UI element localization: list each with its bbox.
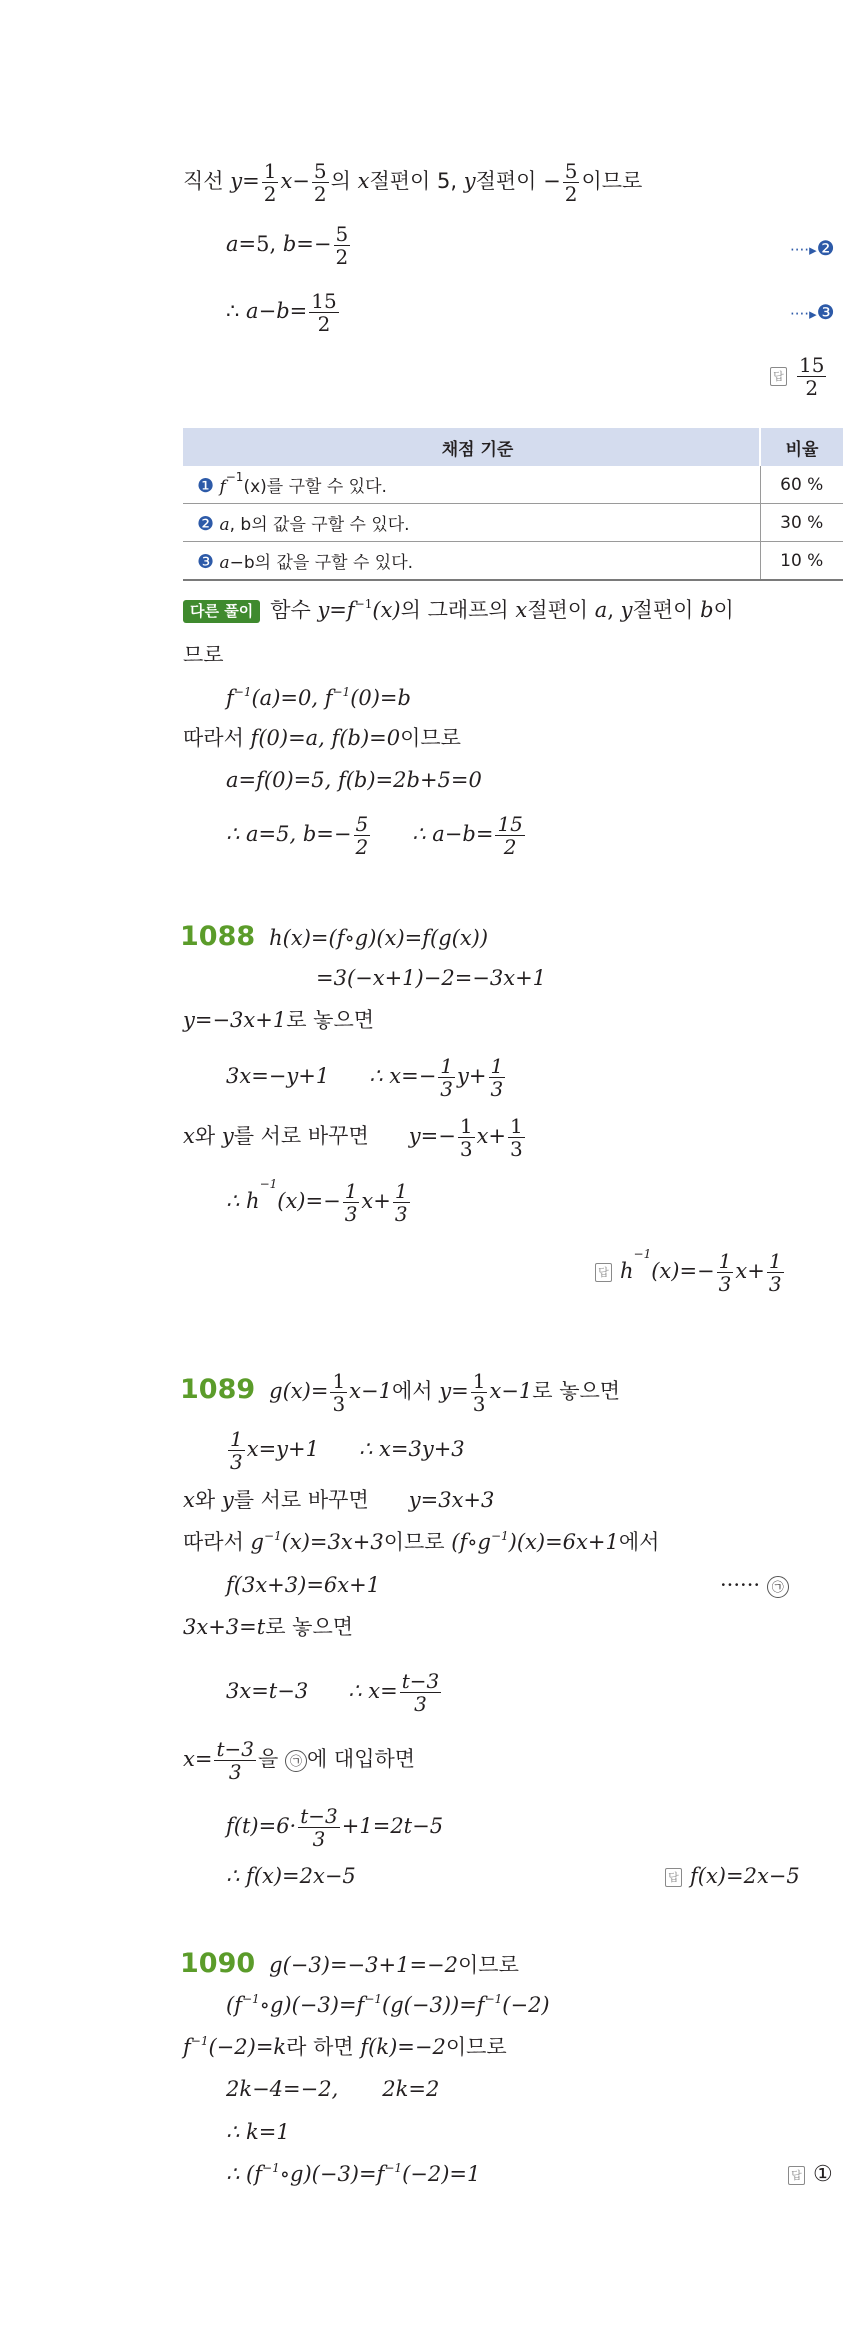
denominator: 3 <box>510 1137 523 1161</box>
text: g(x)= <box>269 1379 329 1403</box>
text: 2k−4=−2, <box>226 2077 339 2101</box>
superscript: −1 <box>490 1529 509 1543</box>
denominator: 3 <box>344 1202 358 1226</box>
numerator: 5 <box>335 222 349 246</box>
p1088-answer <box>595 1247 786 1296</box>
text: (x)=− <box>651 1259 715 1283</box>
text: x−1 <box>489 1379 533 1403</box>
superscript: −1 <box>241 1992 260 2006</box>
p1089-line-8 <box>183 1738 415 1783</box>
ratio-cell: 10 % <box>760 542 843 581</box>
numerator: 5 <box>355 812 369 836</box>
var-x: x <box>183 1488 195 1512</box>
text: ∴ x=− <box>369 1064 437 1088</box>
fraction <box>334 223 351 268</box>
var-y: y <box>620 598 633 622</box>
superscript: −1 <box>384 2161 403 2175</box>
denominator: 2 <box>317 312 331 336</box>
numerator: 15 <box>799 353 825 377</box>
text: 와 <box>194 1488 222 1512</box>
ratio-cell: 30 % <box>760 504 843 542</box>
text: (f <box>226 1993 242 2017</box>
text: f <box>219 477 226 497</box>
denominator: 2 <box>503 835 517 859</box>
p1090-answer <box>788 2164 833 2186</box>
numerator: t−3 <box>216 1737 254 1761</box>
text: ∴ a−b= <box>412 822 494 846</box>
p1089-line-6 <box>183 1617 353 1638</box>
step-number: ❸ <box>816 300 835 324</box>
numerator: 1 <box>394 1179 408 1203</box>
var-a: a <box>594 598 608 622</box>
grading-table <box>183 428 843 581</box>
var-b: b <box>282 232 297 256</box>
denominator: 3 <box>490 1077 504 1101</box>
text: g(−3)=−3+1=−2 <box>269 1953 459 1977</box>
text: 로 놓으면 <box>286 1008 375 1032</box>
p1088-line-5 <box>183 1115 527 1160</box>
denominator: 3 <box>440 1077 454 1101</box>
text: =5, <box>238 232 283 256</box>
text: x+ <box>476 1124 507 1148</box>
text: 을 <box>257 1747 285 1771</box>
text: (x)를 구할 수 있다. <box>243 477 387 497</box>
var-b: b <box>700 598 714 622</box>
problem-number: 1088 <box>180 921 256 952</box>
header-criteria: 채점 기준 <box>183 428 760 466</box>
var-a: a <box>226 232 239 256</box>
fraction <box>438 1055 455 1100</box>
p1089-line-1 <box>180 1370 620 1415</box>
step-number: ❷ <box>197 513 215 535</box>
text: 절편이 <box>527 598 595 622</box>
denominator: 2 <box>263 182 277 206</box>
text: f(k)=−2 <box>360 2035 446 2059</box>
header-ratio: 비율 <box>760 428 843 466</box>
text: ∘g)(−3)=f <box>259 1993 365 2017</box>
answer-icon: 답 <box>788 2166 805 2185</box>
text: 이므로 <box>458 1953 519 1977</box>
answer-icon: 답 <box>665 1868 682 1887</box>
superscript: −1 <box>190 2034 209 2048</box>
p1089-answer <box>665 1866 800 1887</box>
text: (g(−3))=f <box>382 1993 485 2017</box>
text: ∴ (f <box>226 2162 263 2186</box>
var-x: x <box>357 169 370 193</box>
numerator: 15 <box>497 812 523 836</box>
denominator: 2 <box>355 835 369 859</box>
dots: ······ <box>720 1573 761 1597</box>
numerator: 5 <box>313 159 327 183</box>
p1089-line-2 <box>226 1428 465 1473</box>
text: )(x)=6x+1 <box>508 1530 619 1554</box>
p1090-line-4 <box>226 2079 439 2100</box>
answer-text: f(x)=2x−5 <box>690 1864 800 1888</box>
text: (−2) <box>502 1993 550 2017</box>
text: 에서 <box>618 1530 660 1554</box>
superscript: −1 <box>225 470 244 484</box>
text: 이 <box>713 598 734 622</box>
alt-line-5: a=f(0)=5, f(b)=2b+5=0 <box>226 768 482 792</box>
text: 2k=2 <box>382 2077 440 2101</box>
p1089-line-7 <box>226 1670 443 1715</box>
superscript: −1 <box>259 1177 278 1191</box>
text: 따라서 <box>183 1530 251 1554</box>
text: a <box>219 515 230 535</box>
p1089-line-4 <box>183 1529 660 1554</box>
p1090-line-5: ∴ k=1 <box>226 2120 290 2144</box>
text: x−1 <box>349 1379 392 1403</box>
numerator: 1 <box>768 1249 782 1273</box>
criteria-cell <box>183 504 760 542</box>
denominator: 2 <box>313 182 327 206</box>
answer-icon: 답 <box>770 367 787 386</box>
text: 로 놓으면 <box>532 1379 621 1403</box>
top-answer <box>770 354 828 399</box>
text: f <box>183 2035 191 2059</box>
step-marker-2 <box>790 236 835 260</box>
numerator: t−3 <box>401 1669 440 1693</box>
text: h(x)=(f∘g)(x)=f(g(x)) <box>269 926 489 950</box>
numerator: 1 <box>510 1114 523 1138</box>
p1089-line-3 <box>183 1490 494 1511</box>
p1088-line-1 <box>180 923 488 950</box>
text: y=3x+3 <box>408 1488 495 1512</box>
fraction <box>458 1115 475 1160</box>
numerator: 1 <box>332 1369 346 1393</box>
numerator: 1 <box>440 1054 454 1078</box>
fraction <box>393 1180 410 1225</box>
p1088-line-2: =3(−x+1)−2=−3x+1 <box>316 966 547 990</box>
text: (x) <box>372 598 401 622</box>
text: h <box>620 1259 634 1283</box>
text: g <box>250 1530 264 1554</box>
text: 함수 <box>270 598 318 622</box>
text: , <box>607 598 621 622</box>
var-y: y <box>230 169 243 193</box>
alt-line-2: 므로 <box>183 643 224 667</box>
denominator: 3 <box>459 1137 473 1161</box>
text: ∴ h <box>226 1189 260 1213</box>
text: ∴ x= <box>348 1679 398 1703</box>
text: x= <box>183 1747 213 1771</box>
step-number: ❶ <box>197 475 215 497</box>
superscript: −1 <box>633 1247 652 1261</box>
fraction <box>563 160 580 205</box>
fraction <box>797 354 826 399</box>
p1088-line-6 <box>226 1177 412 1226</box>
fraction <box>508 1115 525 1160</box>
text: = <box>242 169 260 193</box>
text: = <box>289 299 308 323</box>
superscript: −1 <box>264 1529 282 1543</box>
text: y=− <box>408 1124 456 1148</box>
denominator: 3 <box>394 1202 408 1226</box>
numerator: 1 <box>459 1114 473 1138</box>
text: 라 하면 <box>286 2035 361 2059</box>
p1089-line-10: ∴ f(x)=2x−5 <box>226 1864 356 1888</box>
fraction <box>767 1250 784 1295</box>
arrow-icon: ····▸ <box>790 241 817 259</box>
alt-solution-badge: 다른 풀이 <box>183 600 260 623</box>
fraction <box>471 1370 488 1415</box>
problem-number: 1090 <box>180 1948 256 1979</box>
alt-line-1 <box>183 597 734 623</box>
superscript: −1 <box>332 685 351 699</box>
var-y: y <box>221 1124 234 1148</box>
answer-icon: 답 <box>595 1263 612 1282</box>
step-number: ❷ <box>816 236 835 260</box>
text: 에 대입하면 <box>306 1747 416 1771</box>
step-marker-3 <box>790 300 835 324</box>
text: 로 놓으면 <box>265 1615 354 1639</box>
var-b: b <box>276 299 290 323</box>
p1089-line-9 <box>226 1805 443 1850</box>
p1089-line-5: f(3x+3)=6x+1 <box>226 1573 381 1597</box>
text: =− <box>296 232 332 256</box>
ratio-cell: 60 % <box>760 466 843 504</box>
numerator: 1 <box>344 1179 358 1203</box>
numerator: 15 <box>311 289 337 313</box>
numerator: 1 <box>230 1427 243 1451</box>
p1090-line-1 <box>180 1950 519 1977</box>
text: 를 서로 바꾸면 <box>233 1488 369 1512</box>
text: y=f <box>317 598 355 622</box>
text: 절편이 <box>632 598 701 622</box>
text: y=−3x+1 <box>183 1008 287 1032</box>
superscript: −1 <box>484 1992 503 2006</box>
superscript: −1 <box>233 685 252 699</box>
text: 의 <box>330 169 358 193</box>
top-line-1 <box>183 160 642 205</box>
text: (a)=0, f <box>251 686 333 710</box>
numerator: 5 <box>564 159 578 183</box>
text: −b의 값을 구할 수 있다. <box>229 553 414 573</box>
text: , b의 값을 구할 수 있다. <box>229 515 410 535</box>
var-y: y <box>463 169 476 193</box>
numerator: 1 <box>472 1369 486 1393</box>
text: 3x=t−3 <box>226 1679 309 1703</box>
text: 이므로 <box>581 169 643 193</box>
denominator: 2 <box>564 182 578 206</box>
text: 3x=−y+1 <box>226 1064 330 1088</box>
criteria-cell <box>183 466 760 504</box>
arrow-icon: ····▸ <box>790 305 817 323</box>
text: f <box>226 686 234 710</box>
fraction <box>400 1670 442 1715</box>
text: ∴ x=3y+3 <box>359 1437 465 1461</box>
fraction <box>495 813 524 858</box>
text: (x)=3x+3 <box>281 1530 384 1554</box>
text: (−2)=k <box>208 2035 287 2059</box>
fraction <box>228 1428 245 1473</box>
text: (−2)=1 <box>402 2162 481 2186</box>
fraction <box>489 1055 506 1100</box>
var-x: x <box>515 598 528 622</box>
table-row <box>183 504 843 542</box>
table-header-row <box>183 428 843 466</box>
denominator: 3 <box>718 1272 732 1296</box>
fraction <box>354 813 371 858</box>
var-y: y <box>221 1488 234 1512</box>
text: 직선 <box>183 169 231 193</box>
denominator: 3 <box>768 1272 782 1296</box>
p1088-line-3 <box>183 1010 374 1031</box>
text: +1=2t−5 <box>341 1814 444 1838</box>
text: 이므로 <box>445 2035 507 2059</box>
var-x: x <box>183 1124 195 1148</box>
text: f(0)=a, f(b)=0 <box>250 726 401 750</box>
numerator: 1 <box>490 1054 504 1078</box>
step-number: ❸ <box>197 551 215 573</box>
var-a: a <box>246 299 259 323</box>
text: x+ <box>361 1189 391 1213</box>
criteria-cell <box>183 542 760 581</box>
numerator: t−3 <box>300 1804 338 1828</box>
text: 절편이 5, <box>369 169 464 193</box>
denominator: 3 <box>230 1450 243 1474</box>
superscript: −1 <box>364 1992 383 2006</box>
denominator: 2 <box>335 245 349 269</box>
text: 이므로 <box>383 1530 452 1554</box>
p1090-line-2 <box>226 1992 550 2017</box>
p1089-line-5-marker <box>720 1575 789 1598</box>
fraction <box>312 160 329 205</box>
denominator: 3 <box>472 1392 486 1416</box>
text: x− <box>280 169 310 193</box>
problem-number: 1089 <box>180 1374 256 1405</box>
text: (0)=b <box>350 686 411 710</box>
alt-line-6 <box>226 813 527 858</box>
text: 3x+3=t <box>183 1615 266 1639</box>
superscript: −1 <box>354 597 373 611</box>
alt-line-4 <box>183 728 461 749</box>
denominator: 3 <box>228 1760 242 1784</box>
fraction <box>330 1370 347 1415</box>
text: 와 <box>194 1124 222 1148</box>
top-line-3 <box>226 290 341 335</box>
numerator: 1 <box>263 159 277 183</box>
text: 이므로 <box>400 726 461 750</box>
label-circle-icon: ㉠ <box>767 1576 789 1598</box>
denominator: 3 <box>414 1692 427 1716</box>
numerator: 1 <box>718 1249 732 1273</box>
text: a <box>219 553 230 573</box>
fraction <box>717 1250 734 1295</box>
therefore-symbol: ∴ <box>226 299 247 323</box>
fraction <box>343 1180 360 1225</box>
text: ∘g)(−3)=f <box>279 2162 385 2186</box>
text: 에서 <box>391 1379 440 1403</box>
text: x=y+1 <box>246 1437 319 1461</box>
text: (f∘g <box>451 1530 491 1554</box>
p1090-line-6 <box>226 2161 481 2186</box>
p1090-line-3 <box>183 2034 507 2059</box>
text: ∴ a=5, b=− <box>226 822 352 846</box>
table-row <box>183 466 843 504</box>
denominator: 2 <box>805 376 819 400</box>
fraction <box>214 1738 256 1783</box>
text: − <box>258 299 277 323</box>
text: 절편이 − <box>475 169 561 193</box>
fraction <box>262 160 279 205</box>
p1088-line-4 <box>226 1055 507 1100</box>
label-circle-icon: ㉠ <box>285 1750 307 1772</box>
text: 따라서 <box>183 726 251 750</box>
text: 의 그래프의 <box>400 598 516 622</box>
alt-line-3 <box>226 685 411 710</box>
text: 를 서로 바꾸면 <box>233 1124 369 1148</box>
denominator: 3 <box>312 1827 326 1851</box>
text: x+ <box>735 1259 765 1283</box>
text: y= <box>439 1379 469 1403</box>
text: (x)=− <box>277 1189 341 1213</box>
denominator: 3 <box>332 1392 346 1416</box>
superscript: −1 <box>262 2161 280 2175</box>
text: f(t)=6· <box>226 1814 297 1838</box>
fraction <box>298 1805 340 1850</box>
text: y+ <box>457 1064 487 1088</box>
table-row <box>183 542 843 581</box>
fraction <box>309 290 338 335</box>
top-line-2 <box>226 223 352 268</box>
answer-text: ① <box>813 2162 833 2187</box>
